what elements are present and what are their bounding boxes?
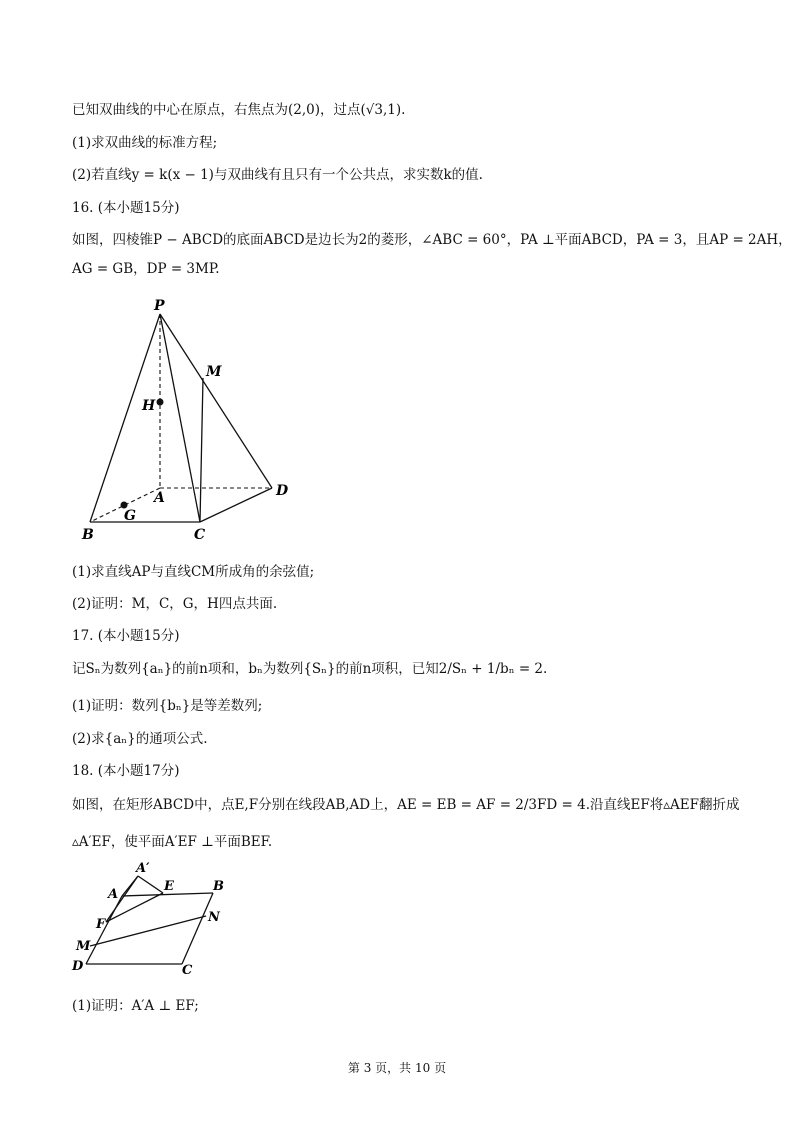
q18-stem-line2: ▵A′EF，使平面A′EF ⊥平面BEF. (72, 834, 273, 850)
q16-stem-line2: AG = GB，DP = 3MP. (72, 261, 220, 277)
q15-part1: (1)求双曲线的标准方程; (72, 135, 218, 151)
label-C: C (194, 527, 206, 543)
label-B2: B (213, 879, 224, 894)
q15-part2: (2)若直线y = k(x − 1)与双曲线有且只有一个公共点，求实数k的值. (72, 167, 483, 183)
q18-part1: (1)证明：A′A ⊥ EF; (72, 998, 199, 1014)
label-E: E (164, 879, 174, 894)
label-A2: A (108, 887, 119, 902)
q18-header: 18. (本小题17分) (72, 763, 180, 779)
label-N: N (208, 910, 220, 925)
label-A-prime: A′ (136, 861, 150, 876)
q17-stem: 记Sₙ为数列{aₙ}的前n项和，bₙ为数列{Sₙ}的前n项积，已知2/Sₙ + 1/bₙ = 2. (72, 661, 548, 677)
label-G: G (124, 508, 136, 524)
q18-stem-line1: 如图，在矩形ABCD中，点E,F分别在线段AB,AD上，AE = EB = AF = 2/3FD = 4.沿直线EF将▵AEF翻折成 (72, 797, 740, 813)
q16-part1: (1)求直线AP与直线CM所成角的余弦值; (72, 564, 315, 580)
label-P: P (154, 298, 165, 314)
label-B: B (82, 527, 94, 543)
label-M2: M (76, 939, 91, 954)
label-C2: C (182, 963, 193, 978)
q16-part2: (2)证明：M，C，G，H四点共面. (72, 596, 278, 612)
pyramid-figure (72, 292, 312, 552)
label-D2: D (72, 959, 84, 974)
q17-part1: (1)证明：数列{bₙ}是等差数列; (72, 698, 263, 714)
rectangle-fold-figure (70, 858, 240, 978)
label-H: H (142, 398, 156, 414)
q16-header: 16. (本小题15分) (72, 200, 180, 216)
label-F: F (96, 917, 106, 932)
q17-part2: (2)求{aₙ}的通项公式. (72, 731, 208, 747)
page-footer: 第 3 页，共 10 页 (347, 1061, 447, 1075)
q17-header: 17. (本小题15分) (72, 628, 180, 644)
label-A: A (154, 490, 165, 506)
label-D: D (276, 483, 289, 499)
label-M: M (206, 364, 222, 380)
q15-stem: 已知双曲线的中心在原点，右焦点为(2,0)，过点(√3,1). (72, 102, 406, 118)
q16-stem-line1: 如图，四棱锥P − ABCD的底面ABCD是边长为2的菱形，∠ABC = 60°，PA ⊥平面ABCD，PA = 3，且AP = 2AH， (72, 232, 792, 248)
